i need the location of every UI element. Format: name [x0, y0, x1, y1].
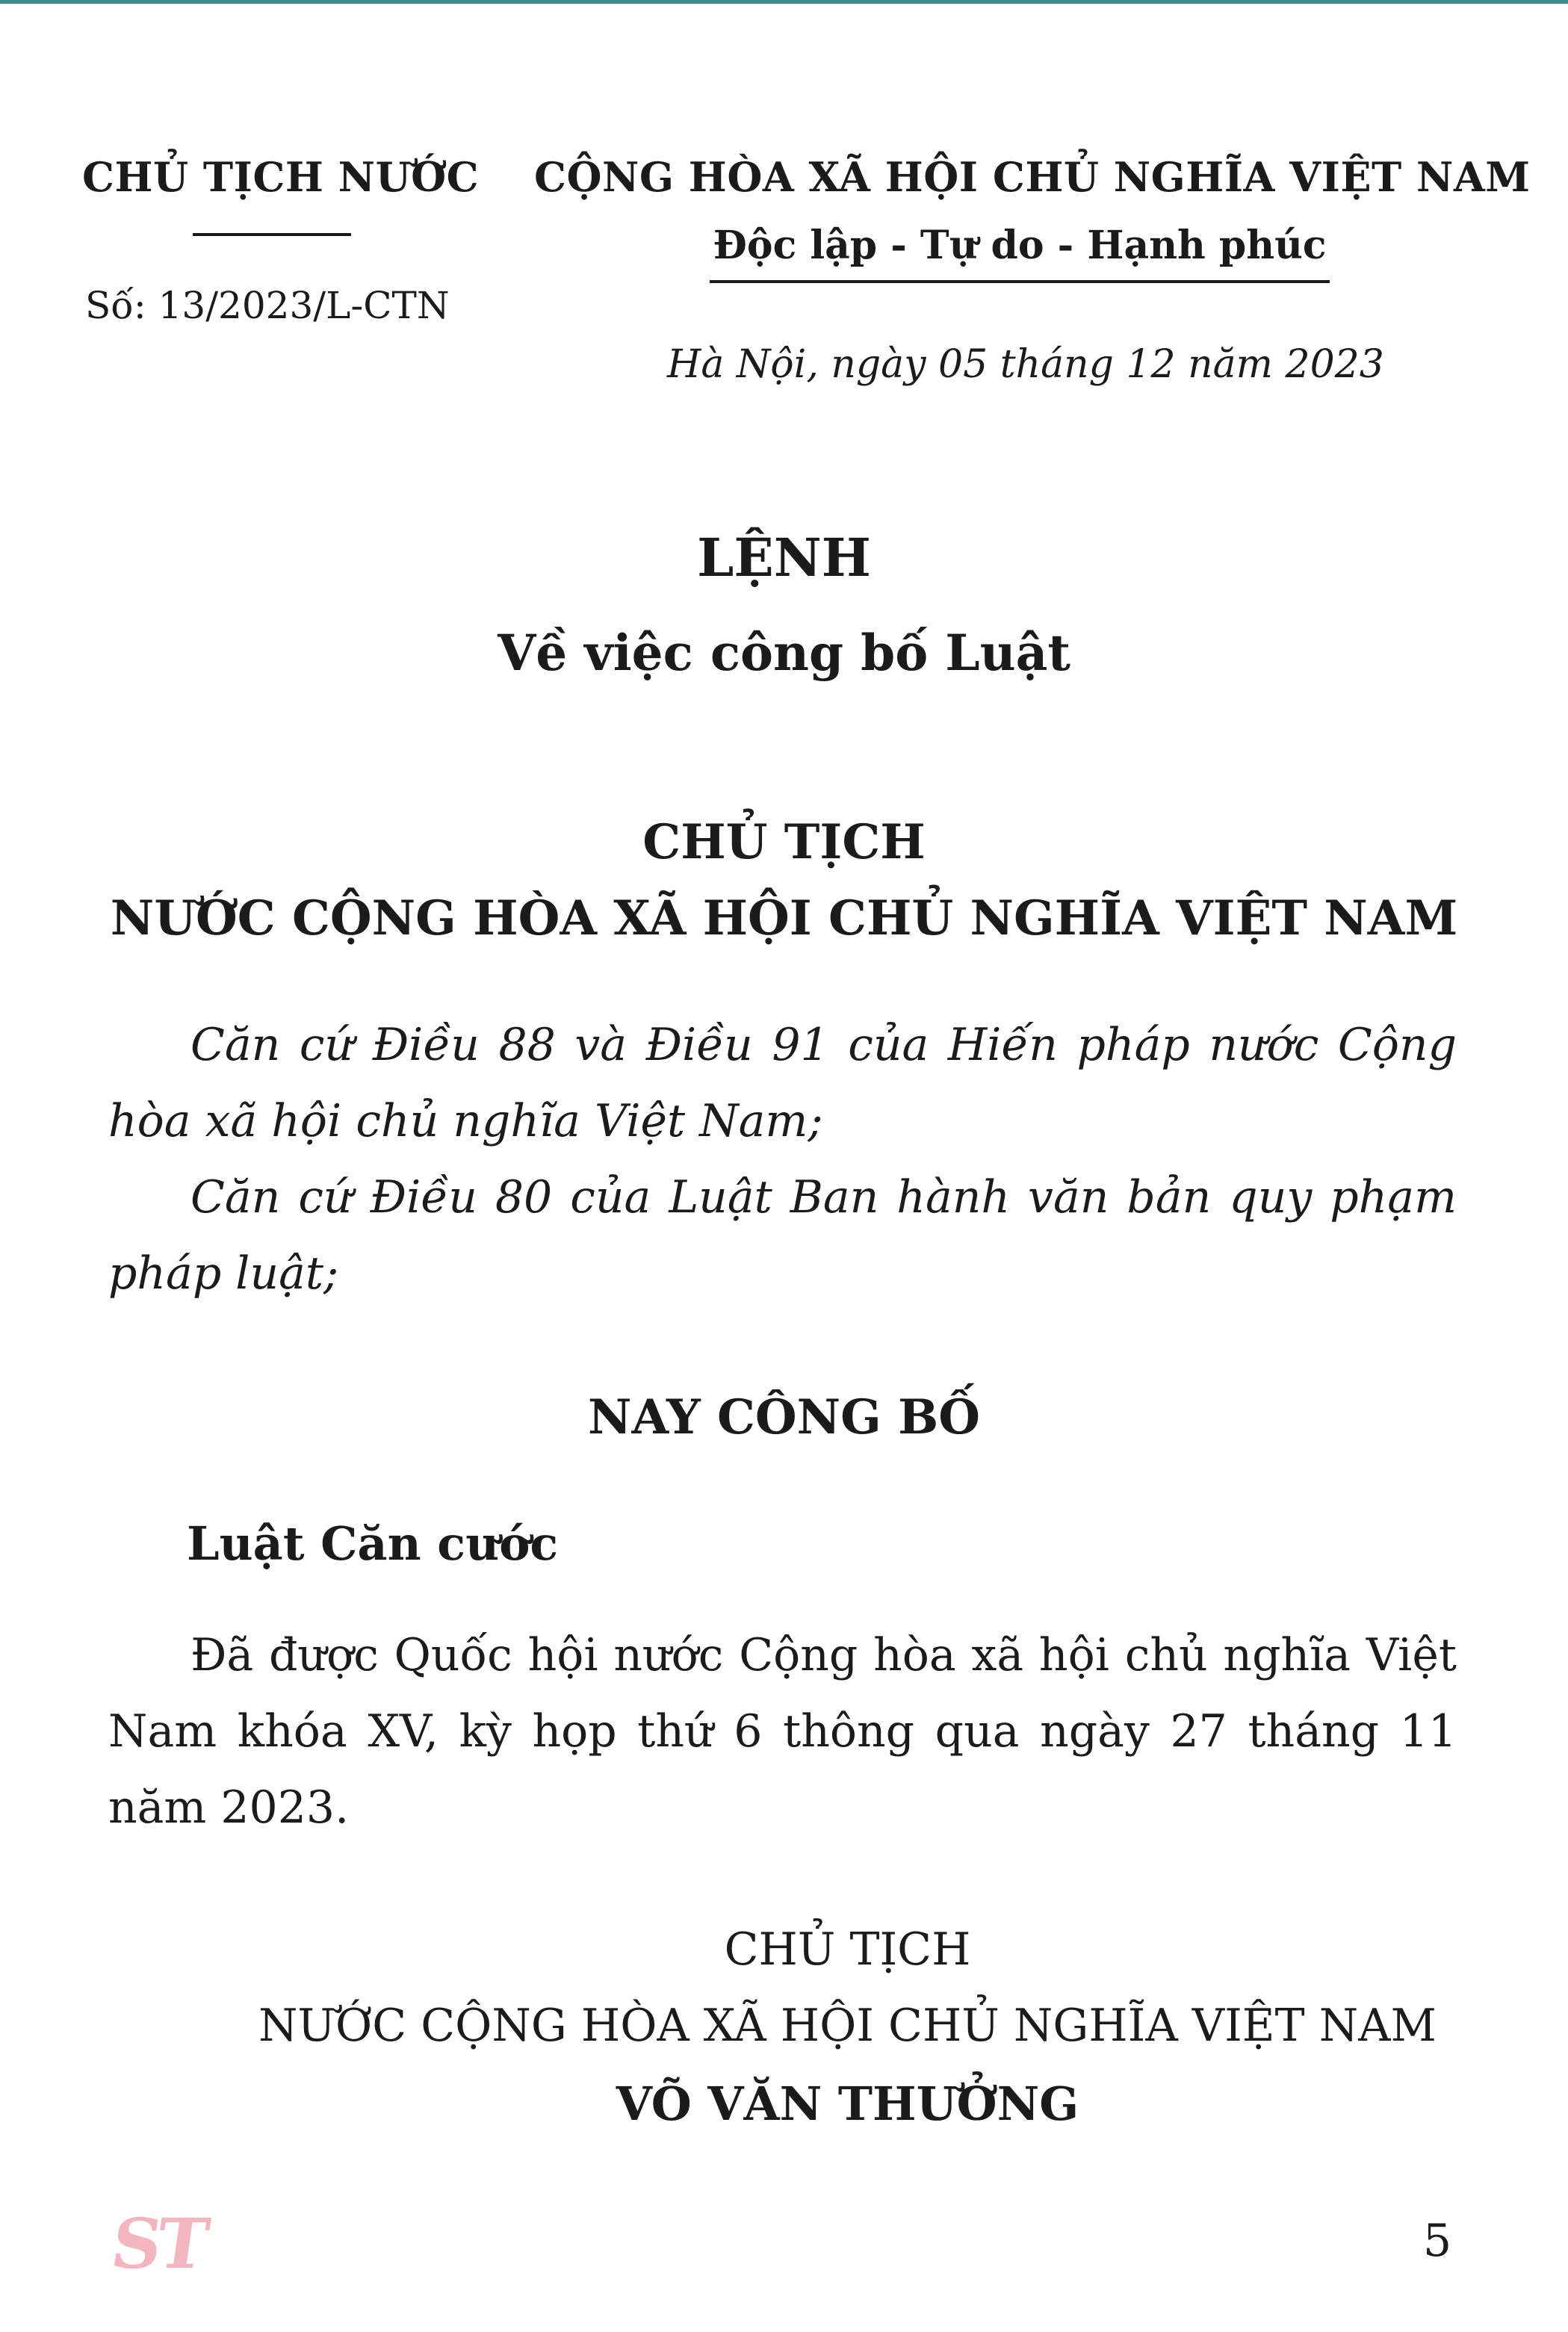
legal-basis-constitution: Căn cứ Điều 88 và Điều 91 của Hiến pháp nước Cộng hòa xã hội chủ nghĩa Việt Nam;	[108, 1019, 1457, 1147]
motto-underline	[710, 280, 1330, 283]
watermark-logo: ST	[106, 2204, 210, 2284]
national-motto: Độc lập - Tự do - Hạnh phúc	[713, 223, 1327, 268]
issuing-agency: CHỦ TỊCH NƯỚC	[82, 153, 480, 201]
law-name: Luật Căn cước	[187, 1516, 559, 1571]
page-number: 5	[1423, 2215, 1452, 2267]
legal-basis-law: Căn cứ Điều 80 của Luật Ban hành văn bản quy phạm pháp luật;	[108, 1171, 1457, 1300]
signatory-title: CHỦ TỊCH	[724, 1923, 971, 1976]
document-type-title: LỆNH	[697, 527, 871, 589]
agency-underline	[193, 233, 351, 236]
country-name: CỘNG HÒA XÃ HỘI CHỦ NGHĨA VIỆT NAM	[534, 153, 1531, 201]
document-subject: Về việc công bố Luật	[498, 624, 1070, 682]
signatory-name: VÕ VĂN THƯỞNG	[616, 2077, 1079, 2131]
passage-statement: Đã được Quốc hội nước Cộng hòa xã hội chủ nghĩa Việt Nam khóa XV, kỳ họp thứ 6 thông qua ngày 27 tháng 11 năm 2023.	[108, 1629, 1457, 1834]
signatory-country: NƯỚC CỘNG HÒA XÃ HỘI CHỦ NGHĨA VIỆT NAM	[258, 2000, 1437, 2052]
place-and-date: Hà Nội, ngày 05 tháng 12 năm 2023	[667, 342, 1384, 387]
document-number: Số: 13/2023/L-CTN	[85, 284, 450, 327]
top-border	[0, 0, 1568, 4]
proclamation-heading: NAY CÔNG BỐ	[588, 1389, 980, 1445]
issuer-title: CHỦ TỊCH	[642, 814, 926, 870]
issuer-country: NƯỚC CỘNG HÒA XÃ HỘI CHỦ NGHĨA VIỆT NAM	[110, 890, 1458, 946]
